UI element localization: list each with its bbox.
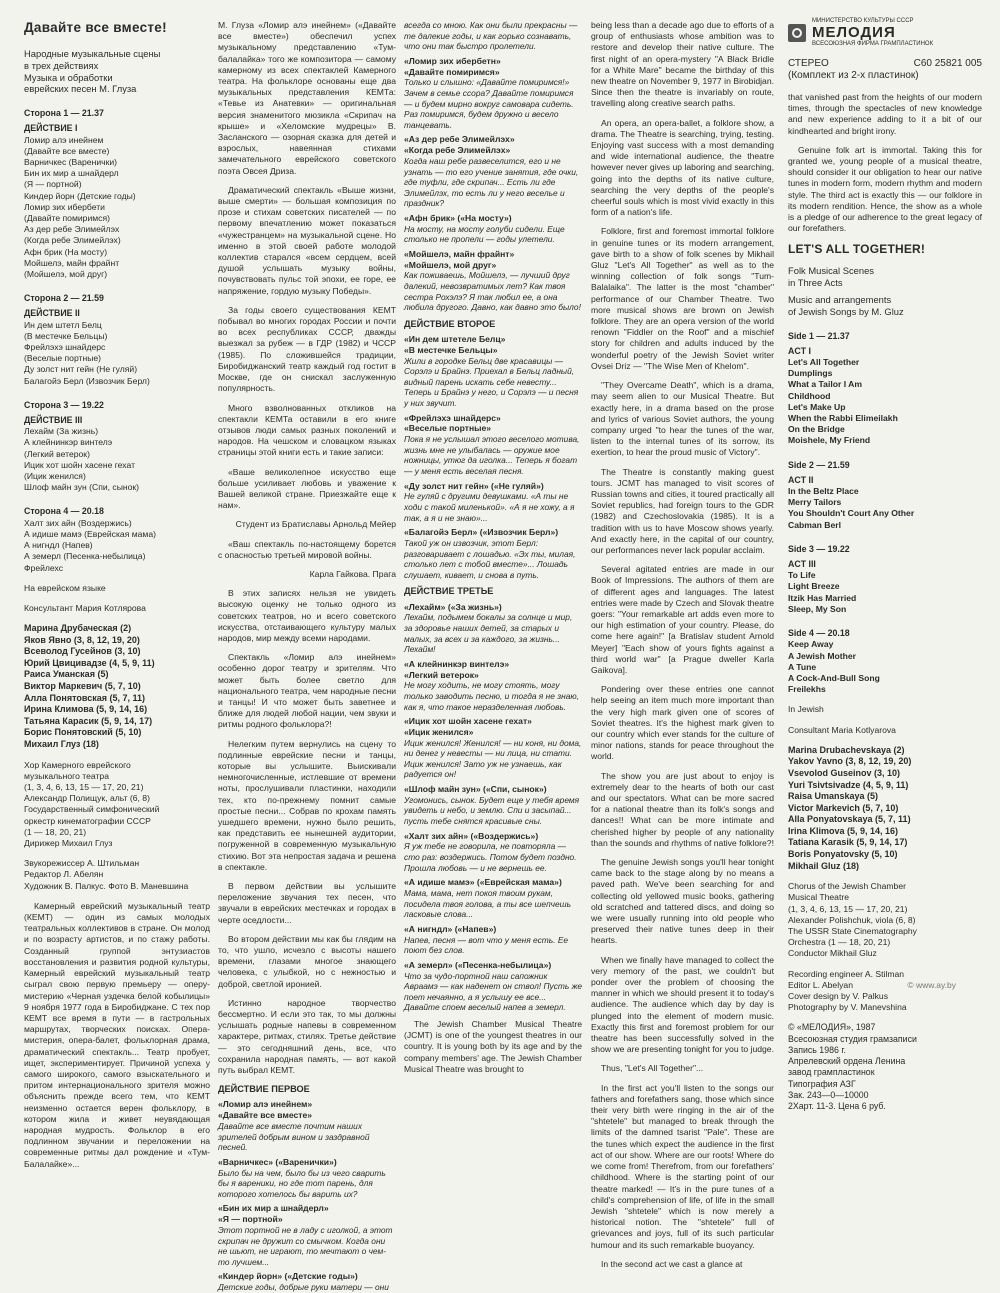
track-title: Лехайм (За жизнь) <box>24 426 99 437</box>
track-title-en: On the Bridge <box>788 424 845 435</box>
track-title: А клейнинкэр винтелэ <box>24 437 113 448</box>
footer-line: Зак. 243—0—10000 <box>788 1089 869 1100</box>
cast-member-en: Mikhail Gluz (18) <box>788 860 860 871</box>
song-subtitle: «Я — портной» <box>218 1214 283 1225</box>
cast-member: Раиса Уманская (5) <box>24 669 109 680</box>
song-summary: Пока я не услышал этого веселого мотива, жизнь мне не улыбалась — оружие мое ножницы, утюг да иголка... Теперь я богат — у меня есть веселая песня. <box>404 434 580 476</box>
act-3-heading: ДЕЙСТВИЕ III <box>24 415 83 426</box>
track-title: А идише мамэ (Еврейская мама) <box>24 528 156 539</box>
track-title-en: A Jewish Mother <box>788 650 856 661</box>
album-title-en: LET'S ALL TOGETHER! <box>788 242 926 257</box>
track-title-en: Cabman Berl <box>788 519 842 530</box>
track-title-en: A Tune <box>788 661 817 672</box>
choir-line: Дирижер Михаил Глуз <box>24 838 113 849</box>
song-title: «А земерл» («Песенка-небылица») <box>404 959 552 970</box>
track-title-en: Let's Make Up <box>788 401 846 412</box>
track-title: (Давайте помиримся) <box>24 213 110 224</box>
track-title: (Давайте все вместе) <box>24 145 110 156</box>
track-title: Ин дем штетл Белц <box>24 319 102 330</box>
cast-list <box>24 623 210 751</box>
song-title: «Бин их мир а шнайдерл» <box>218 1203 329 1214</box>
notes-paragraph: М. Глуза «Ломир алэ инейнем» («Давайте все вместе») обеспечил успех музыкальному представлению «Тум-балалайка» того же композитора — самому камерному из всех спектаклей Камерного театра. На фольклоре основаны еще два музыкальных представления КЕМТа: «Тевье из Анатевки» — оригинальная версия знаменитого мюзикла «Скрипач на крыше» и «Хеломские мудрецы» В. Засланского — озорная сказка для детей и взрослых, навеянная стихами замечательного еврейского советского поэта Овсея Дриза. <box>218 20 396 176</box>
song-title: «Ломир алэ инейнем» <box>218 1099 313 1110</box>
notes-paragraph-en: Folklore, first and foremost immortal folklore in genuine tunes or its modern arrangement, gave birth to a show of folk scenes by Mikhail Gluz "Let's All Together" as well as to the winning collection of folk songs "Tum-Balalaika". The latter is the most "chamber" performance of our Chamber Theatre. Two more musical shows are brown on Jewish folklore. They are an opera version of the world renown "Fiddler on the Roof" and a mischief story for children and adults induced by the wonderful poetry of the Jewish Soviet writer Ovsei Driz — "The Wise Men of Khelom". <box>591 226 774 371</box>
consultant-en: Consultant Maria Kotlyarova <box>788 724 896 735</box>
act-1-title: ДЕЙСТВИЕ ПЕРВОЕ <box>218 1084 310 1095</box>
track-title-en: Sleep, My Son <box>788 603 847 614</box>
cast-member: Всеволод Гусейнов (3, 10) <box>24 646 141 657</box>
subtitle-en: Folk Musical Scenes in Three Acts Music and arrangements of Jewish Songs by M. Gluz <box>788 265 904 317</box>
track-title: Варничкес (Варенички) <box>24 157 118 167</box>
song-subtitle: «Давайте все вместе» <box>218 1110 313 1121</box>
russian-tracklist-column <box>24 20 210 1169</box>
track-title: Мойшелэ, майн фрайнт <box>24 257 120 268</box>
track-title-en: Dumplings <box>788 368 833 379</box>
song-summary: Что за чудо-портной наш сапожник Авраамэ — как наденет он ствол! Пусть же поет нечаянно, а я услышу ее все... Давайте споем веселый напев а земерл. <box>404 970 583 1013</box>
notes-paragraph: В первом действии вы услышите переложение звучания тех песен, что звучали в еврейских местечках и городах в черте оседлости... <box>218 881 396 925</box>
notes-paragraph-en: The show you are just about to enjoy is extremely dear to the hearts of both our cast and our spectators. What can be more sacred for a national theatre than its folk's songs and dances!! What can be more intimate and cherished higher by people of any nationality than the sounds and rhythms of native folklore?! <box>591 770 774 848</box>
track-title: Фрейлэхэ шнайдерс <box>24 342 106 353</box>
song-summary: Угомонись, сынок. Будет еще у тебя время увидеть и небо, и землю. Спи и засыпай... пусть тебе снятся красивые сны. <box>404 794 580 827</box>
label-brand: МЕЛОДИЯ <box>812 24 896 41</box>
song-subtitle: «В местечке Бельцы» <box>404 344 498 355</box>
song-summary: Мама, мама, нет покоя твоим рукам, посидела твоя голова, а ты все шепчешь ласковые слова... <box>404 888 572 920</box>
track-title: Ду золст нит гейн (Не гуляй) <box>24 364 138 375</box>
song-subtitle: «Когда ребе Элимейлэх» <box>404 145 511 156</box>
credit-line-en: Editor L. Abelyan <box>788 979 853 990</box>
song-summary: Как поживаешь, Мойшелэ, — лучший друг далекий, невозвратимых лет? Как твоя сестра Рохэлэ? Я так любил ее, а она любила другого. Давно, как давно это было! <box>404 270 581 313</box>
credit-line: Редактор Л. Абелян <box>24 869 104 880</box>
language-note: На еврейском языке <box>24 582 106 593</box>
quote-signature: Карла Гайкова. Прага <box>309 568 396 579</box>
cast-member-en: Tatiana Karasik (5, 9, 14, 17) <box>788 837 908 848</box>
song-title: «Афн брик» («На мосту») <box>404 212 512 223</box>
quote-signature: Студент из Братиславы Арнольд Мейер <box>235 519 396 530</box>
catalog-row <box>788 58 982 70</box>
footer-line: © «МЕЛОДИЯ», 1987 <box>788 1022 876 1033</box>
track-title: Аз дер ребе Элимейлэх <box>24 224 120 235</box>
track-title-en: Itzik Has Married <box>788 592 857 603</box>
track-title: Ицик хот шойн хасене гехат <box>24 459 136 470</box>
footer-line: Всесоюзная студия грамзаписи <box>788 1033 917 1044</box>
song-summary: Жили в городке Бельц две красавицы — Сорэлэ и Брайнэ. Приехал в Бельц ладный, видный парень искать себе невесту... Теперь и Брайнэ у него, и Сорэлэ — и песня у них звучит. <box>404 355 579 409</box>
side-3-tracks-en <box>788 570 982 615</box>
consultant: Консультант Мария Котлярова <box>24 602 146 613</box>
footer-line: Типография АЗГ <box>788 1078 856 1089</box>
production-credits <box>24 858 210 892</box>
cast-member: Виктор Маркевич (5, 7, 10) <box>24 681 141 692</box>
side-1-heading: Сторона 1 — 21.37 <box>24 108 104 119</box>
notes-paragraph-en: Pondering over these entries one cannot help seeing an item much more important than the very high mark given one of scores of Soviet theatres. It's the highest mark given to our country which ever stands for the culture of minor nations, stands for peace throughout the world. <box>591 684 774 762</box>
song-summary: всегда со мною. Как они были прекрасны — те далекие годы, и как горько сознавать, что они так быстро пролетели. <box>404 20 578 52</box>
notes-paragraph-en: Thus, "Let's All Together"... <box>601 1063 704 1074</box>
act-3-heading-en: ACT III <box>788 559 816 570</box>
track-title-en: Merry Tailors <box>788 497 842 508</box>
notes-paragraph-en: being less than a decade ago due to efforts of a group of enthusiasts whose ambition was to restore and develop their native culture. The first night of an opera-mystery "A Black Bridle for a White Mare" became the birthday of this new theatre on November 9, 1977 in Birobidjan. Since then the theatre is invariably on route, travelling along creative search paths. <box>591 20 774 109</box>
act-1-heading: ДЕЙСТВИЕ I <box>24 123 78 134</box>
side-4-tracks-en <box>788 639 982 695</box>
set-note: (Комплект из 2-х пластинок) <box>788 70 919 81</box>
melodiya-logo: МИНИСТЕРСТВО КУЛЬТУРЫ СССР МЕЛОДИЯ ВСЕСОЮЗНАЯ ФИРМА ГРАМПЛАСТИНОК <box>788 18 982 48</box>
track-title-en: A Cock-And-Bull Song <box>788 672 880 683</box>
notes-paragraph-en: The genuine Jewish songs you'll hear tonight came back to the stage along by no means a paved path. We've been searching for and collecting old yellowed music books, gathering old scratched and tattered discs, and doing so we were usually running into old people who preserved their native tunes deep in their hearts. <box>591 857 774 946</box>
song-subtitle: «Веселые портные» <box>404 423 492 434</box>
notes-paragraph: В этих записях нельзя не увидеть высокую оценку не только одного из советских театров, но и всего советского искусства, отстаивающего культуру малых народов, мир между всеми народами. <box>218 588 396 643</box>
track-title-en: Moishele, My Friend <box>788 435 871 446</box>
song-summary: Только и слышно: «Давайте помиримся!» Зачем в семье ссора? Давайте помиримся — и будем мирно вокруг самовара сидеть. Раз помиримся, будем дружно и весело танцевать. <box>404 77 574 130</box>
song-title: «Балагойэ Берл» («Извозчик Берл») <box>404 527 559 538</box>
song-summary: Было бы на чем, было бы из чего сварить бы я вареники, но где тот парень, для которого хотелось бы варить их? <box>218 1167 386 1199</box>
notes-paragraph: За годы своего существования КЕМТ побывал во многих городах России и почти во всех республиках СССР, дважды выезжал за рубеж — в ГДР (1982) и ЧССР (1985). По сложившейся традиции, Биробиджанский театр каждый год гостит в Москве, где он снискал заслуженную популярность. <box>218 304 396 394</box>
cast-member: Яков Явно (3, 8, 12, 19, 20) <box>24 634 140 645</box>
track-title: Халт зих айн (Воздержись) <box>24 517 132 528</box>
side-3-heading: Сторона 3 — 19.22 <box>24 399 104 410</box>
song-summary: Лехайм, подымем бокалы за солнце и мир, за здоровье наших детей, за старых и малых, за всех и за каждого, за жизнь... Лехайм! <box>404 612 573 655</box>
cast-member: Юрий Цвицивадзе (4, 5, 9, 11) <box>24 657 155 668</box>
song-summary: На мосту, на мосту голуби сидели. Еще столько не пропели — годы улетели. <box>404 223 565 245</box>
footer-line: завод грампластинок <box>788 1067 875 1078</box>
song-title: «Мойшелэ, майн фрайнт» <box>404 248 515 259</box>
notes-paragraph: Много взволнованных откликов на спектакли КЕМТа оставили в его книге отзывов люди самых разных поколений и народов. На чешском и словацком языках страницы этой книги есть и такие записи: <box>218 402 396 458</box>
song-subtitle: «Давайте помиримся» <box>404 66 500 77</box>
act-2-heading-en: ACT II <box>788 474 814 485</box>
song-summary: Такой уж он извозчик, этот Берл: разговаривает с лошадью. «Эх ты, милая, столько лет с тобой вместе»... Лошадь слушает, кивает, и снова в путь. <box>404 537 576 580</box>
choir-line: (1 — 18, 20, 21) <box>24 826 87 837</box>
notes-paragraph: Истинно народное творчество бессмертно. И если это так, то мы должны услышать родные напевы в современном характере, ритмах, стилях. Третье действие — это сегодняшний день, все, что сохранила народная память, — вот какой путь выбрал КЕМТ. <box>218 997 396 1076</box>
cast-member-en: Vsevolod Guseinov (3, 10) <box>788 767 901 778</box>
track-title: Бин их мир а шнайдерл <box>24 168 119 179</box>
choir-orchestra-en <box>788 881 982 959</box>
track-title: Ломир зих ибербети <box>24 201 105 212</box>
notes-paragraph-en: When we finally have managed to collect the very memory of the past, we couldn't but ponder over the problem of choosing the manner in which we should present it to today's audience. The audience which day by day is plunged into the element of modern music. Exactly this first and foremost problem for our theatre has been successfully solved in the show we are presenting tonight for you to judge. <box>591 954 774 1055</box>
choir-line: Хор Камерного еврейского <box>24 759 131 770</box>
track-title: (Веселые портные) <box>24 353 102 364</box>
cast-member-en: Yakov Yavno (3, 8, 12, 19, 20) <box>788 756 912 767</box>
track-title-en: In the Beltz Place <box>788 486 859 497</box>
cast-member-en: Alla Ponyatovskaya (5, 7, 11) <box>788 814 911 825</box>
side-2-tracks-en <box>788 486 982 531</box>
choir-line: Александр Полищук, альт (6, 8) <box>24 793 150 804</box>
track-title-en: To Life <box>788 570 816 581</box>
song-title: «Ицик хот шойн хасене гехат» <box>404 716 532 727</box>
choir-line-en: Conductor Mikhail Gluz <box>788 948 877 959</box>
song-subtitle: «Легкий ветерок» <box>404 669 479 680</box>
act-3-title: ДЕЙСТВИЕ ТРЕТЬЕ <box>404 586 494 597</box>
choir-line: Государственный симфонический <box>24 804 160 815</box>
english-notes-column <box>591 20 774 1269</box>
song-summary: Не могу ходить, не могу стоять, могу только заводить песню, и тогда я не знаю, как я, что такое неразделенная любовь. <box>404 680 579 712</box>
choir-line: (1, 3, 4, 6, 13, 15 — 17, 20, 21) <box>24 782 144 793</box>
language-note-en: In Jewish <box>788 704 824 715</box>
notes-paragraph: Драматический спектакль «Выше жизни, выше смерти» — большая композиция по прозе и стихам советских писателей — по первому впечатлению может показаться «чужестранцем» на музыкальной сцене. Но именно в этой своей работе молодой коллектив старался «всем сердцем, всей душой услышать музыку войны, почувствовать пульс той эпохи, ее горе, ее напряжение, гордую музыку Победы». <box>218 184 396 296</box>
english-tracklist-column <box>788 18 982 1111</box>
song-title: «Лехайм» («За жизнь») <box>404 601 502 612</box>
side-3-heading-en: Side 3 — 19.22 <box>788 543 850 554</box>
notes-paragraph-en: In the second act we cast a glance at <box>601 1258 743 1269</box>
track-title-en: Light Breeze <box>788 581 840 592</box>
cast-member-en: Victor Markevich (5, 7, 10) <box>788 802 899 813</box>
song-title: «Киндер йорн» («Детские годы») <box>218 1271 358 1282</box>
notes-paragraph: Нелегким путем вернулись на сцену то подлинные еврейские песни и танцы, которые вы услышите. Выискивали немногочисленные, истлевшие от времени ноты, прослушивали пластинки, находили тех, кто по-прежнему помнит самые простые песни... Собрав по крохам память ушедшего времени, нужно было решить, как представить ее нынешней аудитории, погруженной в современную музыкальную стихию. Вот эта непростая задача и решена в спектакле. <box>218 738 396 872</box>
track-title: Шлоф майн зун (Спи, сынок) <box>24 482 140 493</box>
song-subtitle: «Мойшелэ, мой друг» <box>404 259 497 270</box>
notes-paragraph-en: Several agitated entries are made in our Book of Impressions. The authors of them are of different ages and languages. The latest entries were made by Czech and Slovak theatre goers: "Your remarkable art adds even more to our high estimation of your country. Please, do come here again!" [a Bratislav student Arnold Meyer] "Each show of yours fights against a third world war" [a Prague dweller Karla Gaikova]. <box>591 564 774 675</box>
song-summary: Не гуляй с другими девушками. «А ты не ходи с такой миленькой». «А я не хожу, а я так, а я и не знаю»... <box>404 491 575 523</box>
song-summary: Давайте все вместе почтим наших зрителей добрым вином и заздравной песней. <box>218 1121 370 1153</box>
song-summary: Напев, песня — вот что у меня есть. Ее поют без слов. <box>404 934 569 956</box>
song-title: «А нигндл» («Напев») <box>404 923 497 934</box>
notes-paragraph-en: "They Overcame Death", which is a drama, may seem alien to our Musical Theatre. But exactly here, in a drama based on the prose and lyrics of various Soviet authors, the young company urged "to hear the tunes of the war, listen to the internal tunes of its sorrow, its exertion, to hear the proud music of Victory". <box>591 380 774 458</box>
side-1-tracks-en <box>788 357 982 447</box>
russian-notes-column <box>218 20 396 1293</box>
track-title-en: What a Tailor I Am <box>788 379 863 390</box>
intro-text-ru: Камерный еврейский музыкальный театр (КЕМТ) — один из самых молодых театральных коллективов в стране. Он молод и по возрасту артистов, и по стажу работы. Созданный группой энтузиастов восстановления и развития родной культуры, Камерный еврейский музыкальный театр сыграл свою первую премьеру — оперу-мистерию «Черная уздечка белой кобылицы» 9 ноября 1977 года в Биробиджане. С тех пор КЕМТ все время в пути — в гастрольных маршрутах, творческих поисках. Опера-мистерия, опера-балет, фольклорная драма, драматический спектакль... Театр пробует, ищет, экспериментирует. Причиной успеха у самого широкого, самого взыскательного и притом интернационального зрителя можно объяснить прежде всего тем, что КЕМТ неизменно остается верен фольклору, в котором жила и живет неувядающая народная мудрость. Фольклор в его подлинном звучании и переложении на современные ритмы дал рождение и «Тум-Балалайке»... <box>24 900 210 1169</box>
cast-member: Ирина Климова (5, 9, 14, 16) <box>24 704 148 715</box>
choir-line-en: Chorus of the Jewish Chamber <box>788 881 906 892</box>
song-title: «Ду золст нит гейн» («Не гуляй») <box>404 480 544 491</box>
side-2-tracks <box>24 320 210 387</box>
song-summary: Этот портной не в ладу с иголкой, а этот скрипач не дружит со смычком. Когда они не шьют, не играют, то мечтают о чем-то лучшем... <box>218 1225 393 1267</box>
track-title: Ломир алэ инейнем <box>24 134 104 145</box>
footer-line: Запись 1986 г. <box>788 1044 846 1055</box>
cast-member-en: Boris Ponyatovsky (5, 10) <box>788 849 898 860</box>
side-2-heading: Сторона 2 — 21.59 <box>24 293 104 304</box>
choir-line-en: The USSR State Cinematography <box>788 926 917 937</box>
track-title-en: Childhood <box>788 390 831 401</box>
choir-line-en: Orchestra (1 — 18, 20, 21) <box>788 937 891 948</box>
choir-line: музыкального театра <box>24 770 109 781</box>
review-quote: «Ваше великолепное искусство еще больше усиливает любовь и уважение к Вашей великой стране. Приезжайте еще к нам». <box>218 466 396 511</box>
song-title: «А идише мамэ» («Еврейская мама») <box>404 877 562 888</box>
publisher-footer <box>788 1022 982 1112</box>
song-subtitle: «Ицик женился» <box>404 726 474 737</box>
album-title-ru: Давайте все вместе! <box>24 20 167 35</box>
track-title-en: When the Rabbi Elimeilakh <box>788 413 898 424</box>
production-credits-en <box>788 969 982 1014</box>
track-title: (Ицик женился) <box>24 471 86 482</box>
track-title: Киндер йорн (Детские годы) <box>24 190 136 201</box>
act-2-heading: ДЕЙСТВИЕ II <box>24 308 80 319</box>
cast-member-en: Raisa Umanskaya (5) <box>788 791 879 802</box>
song-title: «Фрейлэхэ шнайдерс» <box>404 412 501 423</box>
track-title: Афн брик (На мосту) <box>24 246 108 257</box>
subtitle-ru: Народные музыкальные сцены в трех действиях Музыка и обработки еврейских песен М. Глуза <box>24 48 161 95</box>
act-2-title: ДЕЙСТВИЕ ВТОРОЕ <box>404 318 496 329</box>
cast-member: Алла Понятовская (5, 7, 11) <box>24 692 145 703</box>
notes-paragraph-en: that vanished past from the heights of our modern times, through the spectacles of new knowledge and new experience adding to it a bit of our kindhearted and bright irony. <box>788 92 982 136</box>
choir-orchestra <box>24 760 210 850</box>
notes-paragraph-en: An opera, an opera-ballet, a folklore show, a drama. The Theatre is searching, trying, testing. Enjoying vast success with a most demanding and wide international audience, the theatre however never gives up laboring and searching, going into the depths of its native culture, searching the very depths of the people's cheerful souls which is most vivid exactly in this form of a nation's life. <box>591 117 774 218</box>
credit-line-en: Cover design by V. Palkus <box>788 991 888 1002</box>
track-title: А земерл (Песенка-небылица) <box>24 551 146 562</box>
side-1-tracks <box>24 135 210 281</box>
track-title: (Легкий ветерок) <box>24 448 90 459</box>
song-title: «Халт зих айн» («Воздержись») <box>404 830 539 841</box>
cast-member: Михаил Глуз (18) <box>24 739 99 750</box>
cast-member: Борис Понятовский (5, 10) <box>24 727 142 738</box>
act-1-heading-en: ACT I <box>788 345 811 356</box>
song-title: «А клейнинкэр винтелэ» <box>404 658 510 669</box>
track-title-en: Keep Away <box>788 639 834 650</box>
song-title: «Варничкес» («Варенички») <box>218 1156 337 1167</box>
english-intro-start: The Jewish Chamber Musical Theatre (JCMT) is one of the youngest theatres in our country. It is young both by its age and by the company members' age. The Jewish Chamber Musical Theatre was brought to <box>404 1018 582 1074</box>
track-title-en: Let's All Together <box>788 357 860 368</box>
notes-paragraph-en: The Theatre is constantly making guest tours. JCMT has managed to visit scores of Russian towns and cities, it toured practically all Soviet republics, had foreign tours to the GDR (1982) and Czechoslovakia (1985). It is a tradition with us to have Moscow shows yearly. And exactly here, in the capital of our country, our performances never lack popular acclaim. <box>591 466 774 555</box>
cast-list-en <box>788 745 982 873</box>
song-summary: Когда наш ребе развеселится, его и не узнать — то его учение занятия, где очки, где туфли, где скрипач... Есть ли где Элимейлэх, то есть ли у него веселье и праздник? <box>404 155 579 209</box>
notes-paragraph-en: In the first act you'll listen to the songs our fathers and forefathers sang, those which since their very birth were ringing in the air of the "shtetele" but managed to break through the limits of the damned tsarist "Pale". These are the tunes which expect the audience in the first act of our show. Where are our roots! Where do we come from! Therefrom, from our forefathers' childhood. Where is the starting point of our theatre marked! — It's in the pure tunes of a child's comprehension of life, of life in the small Jewish "shtetele" which is now merely a historical notion. The "shtetele" full of grievances and joys, full of its such particular humour and its such remarkable buoyancy. <box>591 1082 774 1250</box>
track-title-en: You Shouldn't Court Any Other <box>788 508 915 519</box>
credit-line: Звукорежиссер А. Штильман <box>24 858 140 869</box>
notes-paragraph-en: Genuine folk art is immortal. Taking this for granted we, young people of a musical theatre, should consider it our obligation to hear our native tunes in modern form, modern rhythm and modern style. The third act is exactly this — our folklore in its modern rendition. Hence, the show as a whole is a pledge of our adherence to the great legacy of our forefathers. <box>788 144 982 234</box>
cast-member-en: Yuri Tsivtsivadze (4, 5, 9, 11) <box>788 779 909 790</box>
credit-line-en: Photography by V. Manevshina <box>788 1002 907 1013</box>
track-title: (В местечке Бельцы) <box>24 330 108 341</box>
side-3-tracks <box>24 426 210 493</box>
cast-member: Марина Друбаческая (2) <box>24 623 132 634</box>
footer-line: 2Харт. 11-3. Цена 6 руб. <box>788 1100 886 1111</box>
choir-line: оркестр кинематографии СССР <box>24 815 151 826</box>
credit-line-en: Recording engineer A. Stilman <box>788 968 905 979</box>
cast-member-en: Marina Drubachevskaya (2) <box>788 744 905 755</box>
review-quote: «Ваш спектакль по-настоящему борется с опасностью третьей мировой войны. <box>218 538 396 560</box>
side-4-heading-en: Side 4 — 20.18 <box>788 628 850 639</box>
track-title: (Когда ребе Элимейлэх) <box>24 235 121 246</box>
side-2-heading-en: Side 2 — 21.59 <box>788 459 850 470</box>
song-title: «Ин дем штетеле Белц» <box>404 334 506 345</box>
choir-line-en: Musical Theatre <box>788 892 849 903</box>
track-title: (Я — портной) <box>24 179 82 190</box>
song-summary: Ицик женился! Женился! — ни коня, ни дома, ни денег у невесты — ни лица, ни стати. Ицик женился! Зато уж не узнаешь, как радуется он! <box>404 737 582 780</box>
side-4-heading: Сторона 4 — 20.18 <box>24 506 104 517</box>
melodiya-emblem-icon <box>788 24 806 42</box>
watermark: © www.ay.by <box>907 980 956 990</box>
cast-member: Татьяна Карасик (5, 9, 14, 17) <box>24 715 153 726</box>
side-4-tracks <box>24 518 210 574</box>
notes-paragraph: Во втором действии мы как бы глядим на то, что ушло, исчезло с высоты нашего времени, глазами многое знающего человека, с улыбкой, но с нежностью и доброй, светлой иронией. <box>218 933 396 989</box>
song-summary: Детские годы, добрые руки матери — они <box>218 1282 389 1293</box>
side-1-heading-en: Side 1 — 21.37 <box>788 330 850 341</box>
track-title: А нигндл (Напев) <box>24 540 93 551</box>
stereo-label: СТЕРЕО <box>788 58 829 69</box>
choir-line-en: (1, 3, 4, 6, 13, 15 — 17, 20, 21) <box>788 903 908 914</box>
song-summary: Я уж тебе не говорила, не повторяла — сто раз: воздержись. Потом будет поздно. Прошла любовь — и не вернешь ее. <box>404 841 577 873</box>
russian-lyrics-column <box>404 20 583 1074</box>
track-title: (Мойшелэ, мой друг) <box>24 269 108 280</box>
song-title: «Аз дер ребе Элимейлэх» <box>404 134 515 145</box>
catalog-number: С60 25821 005 <box>913 58 982 69</box>
footer-line: Апрелевский ордена Ленина <box>788 1056 906 1067</box>
track-title: Балагойэ Берл (Извозчик Берл) <box>24 375 150 386</box>
notes-paragraph: Спектакль «Ломир алэ инейнем» особенно дорог театру и зрителям. Что может быть более светло для национального театра, чем народные песни и танцы! И что может быть заветнее и ближе для людей любой нации, чем звуки и ритмы родного фольклора?! <box>218 652 396 730</box>
song-title: «Шлоф майн зун» («Спи, сынок») <box>404 784 547 795</box>
song-title: «Ломир зих ибербетн» <box>404 55 501 66</box>
track-title-en: Freilekhs <box>788 684 826 695</box>
track-title: Фрейлехс <box>24 562 63 573</box>
credit-line: Художник В. Палкус. Фото В. Маневшина <box>24 880 189 891</box>
cast-member-en: Irina Klimova (5, 9, 14, 16) <box>788 825 899 836</box>
choir-line-en: Alexander Polishchuk, viola (6, 8) <box>788 914 916 925</box>
